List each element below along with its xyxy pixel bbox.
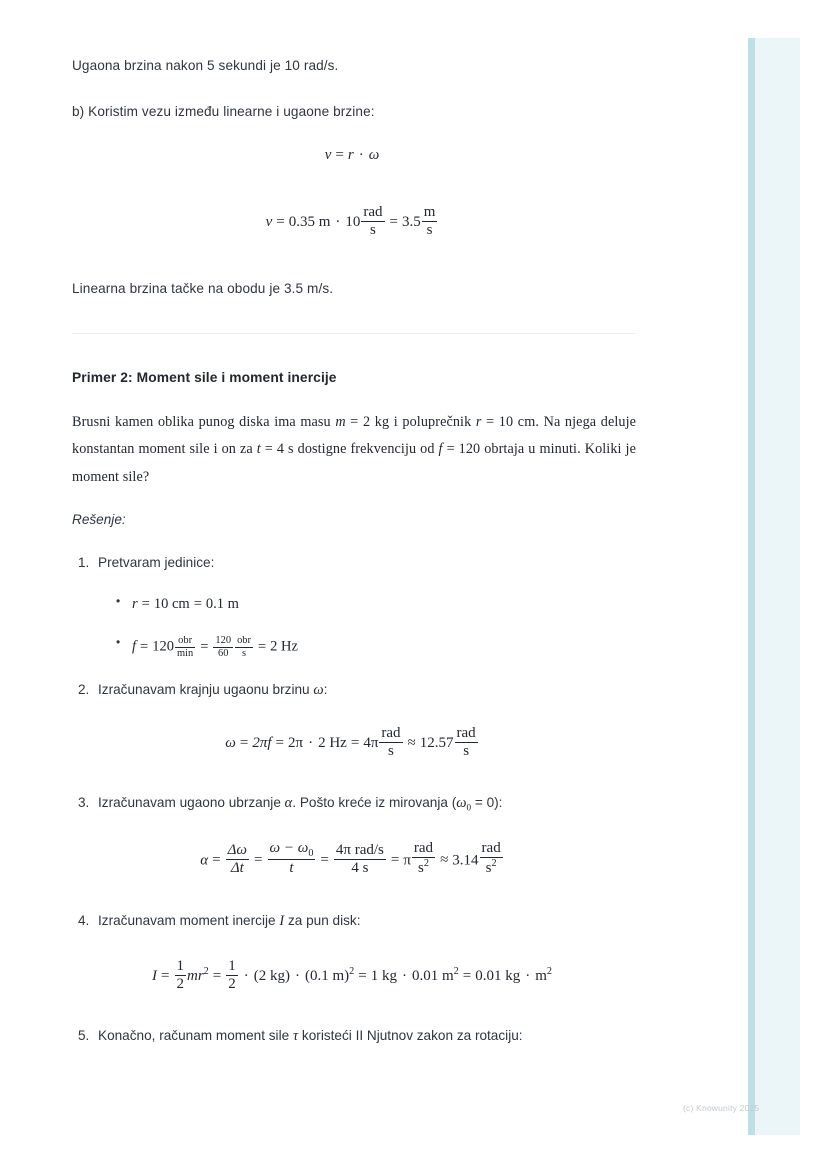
problem-symbol-r: r: [475, 413, 482, 430]
solution-label: Rešenje:: [72, 511, 126, 527]
eq-omega-result: 12.57: [419, 734, 454, 751]
bullet-frequency-obr-min: [175, 635, 195, 659]
eq-alpha-equals-1: =: [212, 852, 221, 869]
eq-omega-4pi: 4π: [363, 734, 379, 751]
eq-alpha-delta-fraction: [226, 842, 249, 877]
eq-alpha-rad-per-s2-b: [480, 840, 503, 877]
eq-alpha-s: s: [418, 860, 424, 877]
problem-text-3: Na njega deluje konstantan moment sile i on za: [72, 413, 637, 458]
eq-omega-2hz: 2 Hz: [318, 734, 347, 751]
eq-inertia-radius: (0.1 m): [304, 967, 350, 984]
eq-speed-radius-value: 0.35 m: [288, 214, 331, 231]
step-3: [72, 793, 636, 876]
eq-alpha-rad2: rad: [481, 840, 501, 857]
eq-inertia-mid2-exp: 2: [453, 965, 459, 977]
eq-omega-rad: rad: [381, 724, 401, 741]
problem-symbol-f: f: [438, 441, 443, 458]
bullet-radius-eq2: =: [193, 596, 202, 613]
equation-inertia: [72, 958, 636, 993]
problem-statement: [72, 409, 636, 492]
eq-relation-omega: ω: [368, 147, 380, 164]
eq-inertia-mid2: 0.01 m: [411, 967, 454, 984]
eq-speed-equals-1: =: [276, 214, 285, 231]
eq-relation-v: v: [324, 147, 332, 164]
bullet-radius-symbol: r: [132, 596, 138, 613]
eq-alpha-delta-t: Δt: [226, 859, 249, 877]
bullet-frequency-hz: 2 Hz: [270, 639, 298, 656]
problem-value-m: = 2 kg: [345, 413, 390, 430]
page-title: Primer 2: Moment sile i moment inercije: [72, 369, 337, 385]
right-edge-panel: [748, 38, 800, 1135]
step-4-symbol-I: I: [279, 912, 285, 929]
eq-inertia-half1-num: 1: [176, 957, 184, 974]
right-edge-accent-bar: [748, 38, 755, 1135]
eq-inertia-equals-1: =: [161, 967, 170, 984]
bullet-frequency-obr: obr: [178, 635, 193, 647]
problem-symbol-m: m: [335, 413, 346, 430]
step-3-text-c: = 0):: [471, 795, 503, 811]
eq-alpha-t: t: [268, 859, 316, 877]
eq-inertia-half2-num: 1: [228, 957, 236, 974]
eq-inertia-mr-exp: 2: [203, 965, 209, 977]
eq-alpha-pi: π: [403, 852, 411, 869]
problem-text-2: i poluprečnik: [389, 413, 476, 430]
problem-symbol-t: t: [256, 441, 261, 458]
step-2-text-a: Izračunavam krajnju ugaonu brzinu: [98, 681, 314, 697]
eq-inertia-equals-3: =: [358, 967, 367, 984]
eq-inertia-I: I: [152, 967, 158, 984]
bullet-frequency-value: 120: [152, 639, 174, 656]
problem-value-t: = 4 s: [260, 441, 294, 458]
eq-alpha-omega-minus: ω − ω: [269, 839, 309, 856]
step-5-number: 5.: [78, 1028, 90, 1044]
bullet-frequency-s: s: [235, 647, 253, 660]
eq-alpha-equals-4: =: [390, 852, 400, 869]
step-4-text: [98, 911, 636, 932]
eq-omega-equals-1: =: [239, 734, 249, 751]
step-3-text-b: . Pošto kreće iz mirovanja (: [292, 795, 457, 811]
eq-alpha-s-exp: 2: [423, 858, 429, 870]
eq-speed-rad-per-s: [361, 204, 384, 239]
eq-inertia-mr: mr: [187, 967, 204, 984]
bullet-frequency-obr2: obr: [237, 635, 251, 647]
eq-inertia-half-1: [175, 958, 187, 993]
problem-text-5: obrtaja u minuti. Koliki je moment sile?: [72, 441, 636, 486]
step-4: [72, 911, 636, 993]
step-4-number: 4.: [78, 912, 90, 928]
step-5-text: [98, 1026, 636, 1047]
eq-inertia-result-unit: m: [535, 967, 547, 984]
step-3-symbol-omega0: ω: [456, 795, 467, 812]
eq-inertia-equals-4: =: [462, 967, 472, 984]
step-2-number: 2.: [78, 681, 90, 697]
eq-relation-r: r: [347, 147, 354, 164]
bullet-frequency-eq2: =: [200, 639, 209, 656]
eq-omega-s: s: [379, 742, 402, 760]
footer-credit: (c) Knowunity 2025: [683, 1103, 760, 1113]
eq-alpha-rads-fraction: [334, 842, 386, 877]
step-3-symbol-omega0-sub: 0: [466, 803, 472, 814]
result-linear-speed: Linearna brzina tačke na obodu je 3.5 m/s.: [72, 281, 334, 296]
unit-conversion-list: [98, 594, 636, 659]
step-2: [72, 680, 636, 760]
eq-alpha-rad: rad: [413, 840, 434, 857]
eq-omega-s2: s: [455, 742, 478, 760]
step-5: [72, 1026, 636, 1047]
solution-steps: [72, 553, 636, 1048]
eq-speed-dot: ·: [335, 214, 341, 231]
eq-relation-dot: ·: [358, 147, 364, 164]
eq-speed-m: m: [423, 204, 436, 221]
step-5-text-a: Konačno, računam moment sile: [98, 1028, 293, 1044]
eq-omega-dot: ·: [308, 734, 314, 751]
eq-speed-equals-2: =: [389, 214, 398, 231]
step-2-symbol-omega: ω: [313, 681, 324, 698]
eq-omega-2pif: 2πf: [252, 734, 272, 751]
bullet-frequency-eq3: =: [257, 639, 267, 656]
step-3-text: [98, 793, 636, 815]
eq-alpha-result: 3.14: [452, 852, 479, 869]
bullet-radius: [132, 594, 636, 615]
eq-inertia-result-exp: 2: [546, 965, 552, 977]
eq-omega-symbol: ω: [225, 734, 236, 751]
step-3-number: 3.: [78, 795, 90, 811]
eq-speed-result: 3.5: [402, 214, 421, 231]
eq-omega-rad2: rad: [456, 724, 476, 741]
part-b-intro: b) Koristim vezu između linearne i ugaone brzine:: [72, 103, 375, 119]
eq-inertia-half-2: [226, 958, 238, 993]
eq-speed-s: s: [361, 221, 384, 239]
eq-omega-equals-3: =: [350, 734, 360, 751]
eq-alpha-s-squared-2: [480, 857, 503, 877]
bullet-frequency-den60: 60: [213, 647, 233, 660]
eq-alpha-4pi-rads: 4π rad/s: [335, 842, 384, 859]
bullet-radius-eq1: =: [141, 596, 150, 613]
eq-alpha-approx: ≈: [440, 852, 449, 869]
bullet-frequency-obr-s: [235, 635, 253, 659]
eq-omega-rad-per-s: [379, 725, 402, 760]
step-4-text-a: Izračunavam moment inercije: [98, 912, 280, 928]
eq-omega-rad-per-s-2: [455, 725, 478, 760]
eq-inertia-half2-den: 2: [228, 975, 236, 992]
eq-inertia-dot-2: ·: [294, 967, 300, 984]
bullet-frequency-120-60: [213, 635, 233, 659]
step-1-number: 1.: [78, 554, 90, 570]
eq-inertia-dot-4: ·: [525, 967, 531, 984]
bullet-frequency-min: min: [176, 648, 194, 660]
step-1: [72, 553, 636, 660]
bullet-frequency-symbol: f: [132, 639, 137, 656]
bullet-radius-cm: 10 cm: [153, 596, 190, 613]
eq-speed-rad: rad: [363, 204, 383, 221]
eq-alpha-4s: 4 s: [334, 859, 386, 877]
eq-speed-v: v: [265, 214, 273, 231]
eq-alpha-symbol: α: [200, 852, 209, 869]
problem-text-4: dostigne frekvenciju od: [293, 441, 435, 458]
bullet-radius-m: 0.1 m: [205, 596, 239, 613]
step-4-text-b: za pun disk:: [284, 912, 361, 928]
eq-inertia-dot-1: ·: [243, 967, 249, 984]
eq-speed-m-per-s: [422, 204, 438, 239]
eq-inertia-dot-3: ·: [401, 967, 407, 984]
eq-alpha-equals-3: =: [320, 852, 329, 869]
section-divider: [72, 333, 636, 334]
eq-inertia-result: 0.01 kg: [475, 967, 521, 984]
eq-alpha-s-squared: [412, 857, 435, 877]
eq-alpha-s2: s: [485, 860, 492, 877]
eq-alpha-omega-diff: [268, 840, 316, 859]
eq-alpha-rad-per-s2: [412, 840, 435, 877]
step-1-text: Pretvaram jedinice:: [98, 554, 215, 570]
eq-alpha-omega-fraction: [268, 840, 316, 877]
eq-inertia-equals-2: =: [212, 967, 222, 984]
equation-omega: [72, 725, 636, 760]
eq-omega-equals-2: =: [275, 734, 285, 751]
eq-inertia-radius-exp: 2: [349, 965, 355, 977]
eq-inertia-mass: (2 kg): [253, 967, 290, 984]
eq-alpha-s2-exp: 2: [491, 858, 497, 870]
equation-alpha: [72, 840, 636, 877]
problem-text-1: Brusni kamen oblika punog diska ima masu: [72, 413, 336, 430]
eq-speed-omega-value: 10: [345, 214, 361, 231]
problem-value-r: = 10 cm.: [481, 413, 539, 430]
step-2-text: [98, 680, 636, 701]
eq-relation-equals: =: [335, 147, 344, 164]
step-3-symbol-alpha: α: [284, 795, 293, 812]
step-2-text-b: :: [323, 681, 328, 697]
bullet-frequency: [132, 635, 636, 659]
eq-alpha-omega-sub: 0: [308, 847, 314, 859]
step-3-text-a: Izračunavam ugaono ubrzanje: [98, 795, 285, 811]
step-5-symbol-tau: τ: [292, 1028, 299, 1045]
equation-linear-angular-relation: [72, 147, 636, 164]
eq-omega-approx: ≈: [407, 734, 416, 751]
eq-alpha-delta-omega: Δω: [227, 842, 248, 859]
result-angular-velocity: Ugaona brzina nakon 5 sekundi je 10 rad/s.: [72, 58, 339, 73]
eq-inertia-mid: 1 kg: [370, 967, 397, 984]
eq-omega-2pi: 2π: [288, 734, 304, 751]
eq-alpha-equals-2: =: [254, 852, 263, 869]
eq-inertia-half1-den: 2: [176, 975, 184, 992]
step-5-text-b: koristeći II Njutnov zakon za rotaciju:: [298, 1028, 523, 1044]
eq-speed-s2: s: [422, 221, 438, 239]
problem-value-f: = 120: [442, 441, 481, 458]
bullet-frequency-num120: 120: [215, 635, 232, 647]
bullet-frequency-eq1: =: [140, 639, 149, 656]
equation-linear-speed: [72, 204, 636, 239]
